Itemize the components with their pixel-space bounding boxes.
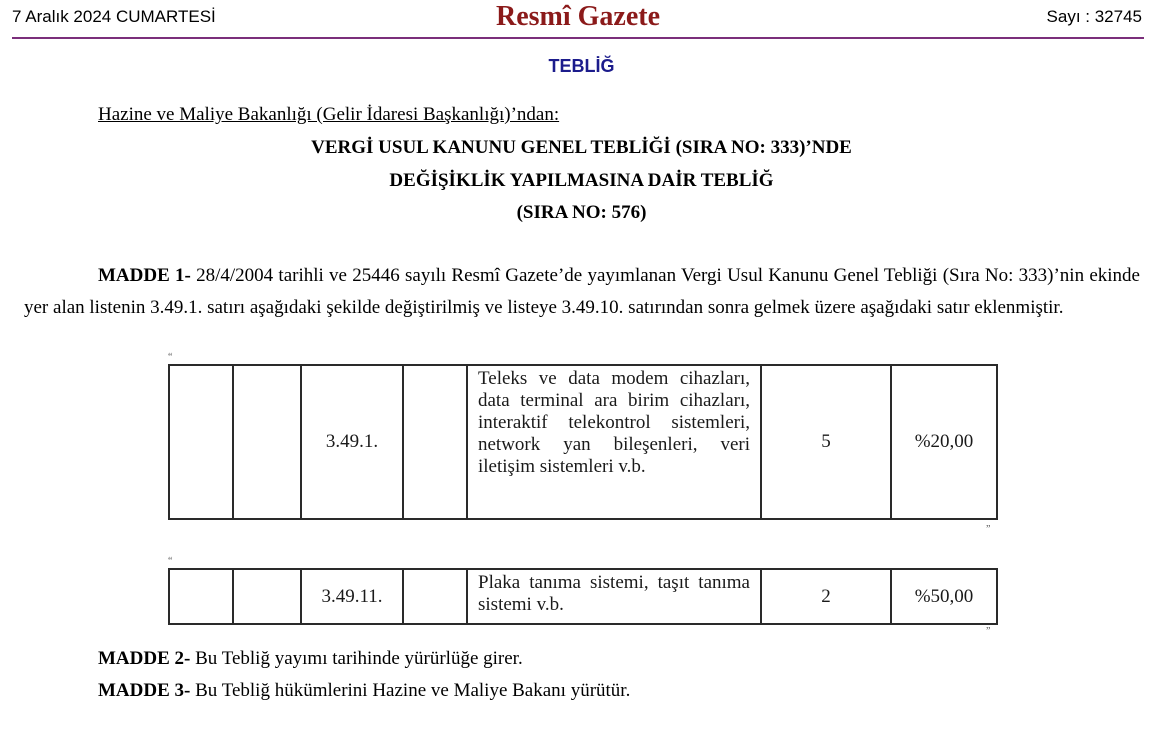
article-1-text: 28/4/2004 tarihli ve 25446 sayılı Resmî Gazete’de yayımlanan Vergi Usul Kanunu Genel Tebliği (Sıra No: 333)’nin ekinde yer alan listenin 3.49.1. satırı aşağıdaki şekilde değiştirilmiş ve listeye 3.49.10. satırından sonra gelmek üzere aşağıdaki satır eklenmiştir. — [24, 265, 1140, 318]
useful-life-years: 2 — [761, 569, 891, 624]
table-1-open-quote: “ — [168, 352, 173, 363]
article-3-label: MADDE 3- — [98, 680, 191, 701]
article-1-label: MADDE 1- — [98, 265, 191, 286]
useful-life-years: 5 — [761, 365, 891, 519]
table-row — [169, 569, 997, 624]
gazette-header — [12, 0, 1144, 39]
document-title-line-2: DEĞİŞİKLİK YAPILMASINA DAİR TEBLİĞ — [389, 170, 774, 191]
empty-cell — [403, 569, 467, 624]
article-3 — [98, 680, 630, 702]
article-2 — [98, 648, 523, 670]
item-description: Teleks ve data modem cihazları, data terminal ara birim cihazları, interaktif telekontrol sistemleri, network yan bileşenleri, veri iletişim sistemleri v.b. — [467, 365, 761, 519]
empty-cell — [233, 365, 301, 519]
section-heading: TEBLİĞ — [548, 56, 615, 76]
depreciation-rate: %50,00 — [891, 569, 997, 624]
empty-cell — [169, 365, 233, 519]
document-title-line-1: VERGİ USUL KANUNU GENEL TEBLİĞİ (SIRA NO: 333)’NDE — [311, 137, 852, 158]
table-1-close-quote: ” — [986, 524, 991, 535]
added-row-table — [168, 568, 998, 625]
empty-cell — [233, 569, 301, 624]
issuing-authority: Hazine ve Maliye Bakanlığı (Gelir İdaresi Başkanlığı)’ndan: — [98, 104, 560, 125]
empty-cell — [169, 569, 233, 624]
article-3-text: Bu Tebliğ hükümlerini Hazine ve Maliye Bakanı yürütür. — [190, 680, 631, 701]
publication-date: 7 Aralık 2024 CUMARTESİ — [12, 7, 216, 26]
table-2-close-quote: ” — [986, 626, 991, 637]
item-code: 3.49.11. — [301, 569, 403, 624]
issue-number: Sayı : 32745 — [1046, 7, 1142, 26]
article-1 — [24, 260, 1140, 324]
empty-cell — [403, 365, 467, 519]
article-2-label: MADDE 2- — [98, 648, 191, 669]
item-code: 3.49.1. — [301, 365, 403, 519]
table-2-open-quote: “ — [168, 556, 173, 567]
article-2-text: Bu Tebliğ yayımı tarihinde yürürlüğe girer. — [190, 648, 523, 669]
document-title-number: (SIRA NO: 576) — [516, 202, 647, 223]
amended-row-table — [168, 364, 998, 520]
table-row — [169, 365, 997, 519]
gazette-title: Resmî Gazete — [495, 1, 661, 32]
depreciation-rate: %20,00 — [891, 365, 997, 519]
item-description: Plaka tanıma sistemi, taşıt tanıma sistemi v.b. — [467, 569, 761, 624]
